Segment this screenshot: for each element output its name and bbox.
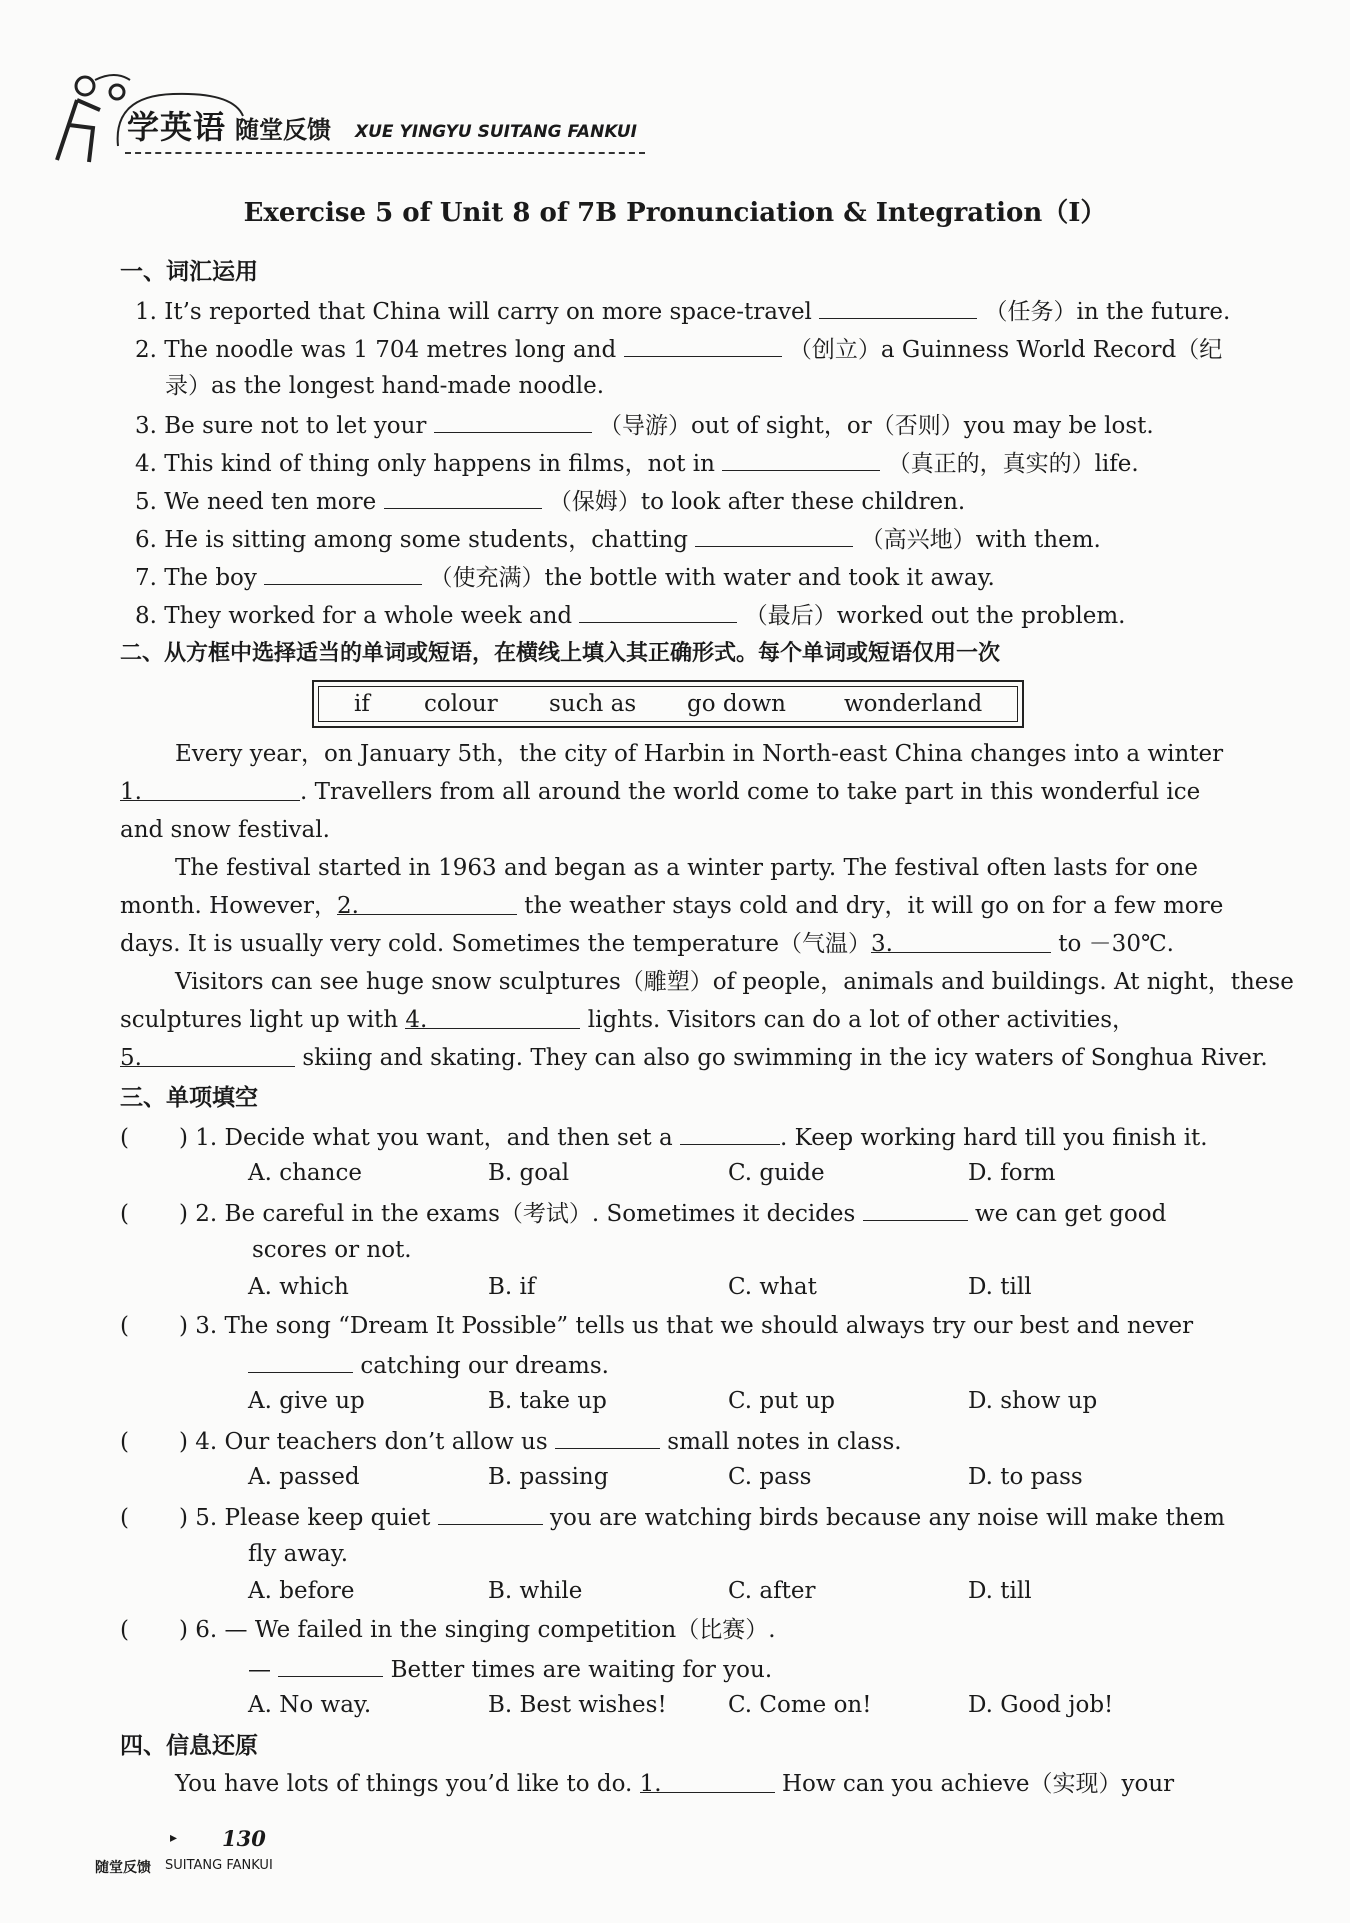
option-d[interactable]: D. till bbox=[968, 1274, 1032, 1300]
mc-question-4: ( ) 4. Our teachers don’t allow us small notes in class. bbox=[120, 1426, 902, 1456]
passage-blank-3[interactable]: 3. bbox=[871, 930, 1051, 953]
vocab-item-6: 6. He is sitting among some students，chatting （高兴地）with them. bbox=[135, 524, 1101, 554]
option-b[interactable]: B. take up bbox=[488, 1388, 607, 1414]
mc-question-1: ( ) 1. Decide what you want，and then set a . Keep working hard till you finish it. bbox=[120, 1122, 1208, 1152]
passage-blank-4[interactable]: 4. bbox=[405, 1006, 580, 1029]
answer-blank[interactable] bbox=[624, 334, 782, 357]
answer-paren[interactable]: ( bbox=[120, 1617, 129, 1643]
answer-blank[interactable] bbox=[819, 296, 977, 319]
word-bank-item: wonderland bbox=[844, 691, 983, 717]
passage-blank-1[interactable]: 1. bbox=[120, 778, 300, 801]
option-b[interactable]: B. goal bbox=[488, 1160, 570, 1186]
vocab-item-2: 2. The noodle was 1 704 metres long and （创立）a Guinness World Record（纪 bbox=[135, 334, 1222, 364]
option-c[interactable]: C. pass bbox=[728, 1464, 812, 1490]
word-bank-item: such as bbox=[549, 691, 637, 717]
vocab-item-4: 4. This kind of thing only happens in films，not in （真正的，真实的）life. bbox=[135, 448, 1139, 478]
mc-question-2-cont: scores or not. bbox=[252, 1237, 412, 1263]
section2-heading: 二、从方框中选择适当的单词或短语，在横线上填入其正确形式。每个单词或短语仅用一次 bbox=[120, 641, 1001, 666]
mc-question-6: ( ) 6. — We failed in the singing competition（比赛）. bbox=[120, 1617, 776, 1643]
vocab-item-7: 7. The boy （使充满）the bottle with water and took it away. bbox=[135, 562, 995, 592]
answer-paren[interactable]: ( bbox=[120, 1429, 129, 1455]
brand-title-cn: 学英语 bbox=[127, 108, 227, 146]
page-number: 130 bbox=[222, 1826, 266, 1851]
option-d[interactable]: D. till bbox=[968, 1578, 1032, 1604]
mc-blank bbox=[555, 1426, 660, 1449]
vocab-item-8: 8. They worked for a whole week and （最后）worked out the problem. bbox=[135, 600, 1125, 630]
mc-blank bbox=[680, 1122, 780, 1145]
answer-blank[interactable] bbox=[695, 524, 853, 547]
vocab-item-1: 1. It’s reported that China will carry on more space-travel （任务）in the future. bbox=[135, 296, 1230, 326]
passage-p1-line1: Every year，on January 5th，the city of Harbin in North-east China changes into a winter bbox=[175, 741, 1224, 767]
option-a[interactable]: A. passed bbox=[248, 1464, 360, 1490]
passage-p3-line2: sculptures light up with 4. lights. Visitors can do a lot of other activities， bbox=[120, 1007, 1135, 1033]
passage-p3-line1: Visitors can see huge snow sculptures（雕塑）of people，animals and buildings. At night，these bbox=[175, 969, 1294, 995]
vocab-item-2-cont: 录）as the longest hand-made noodle. bbox=[165, 373, 605, 399]
answer-paren[interactable]: ( bbox=[120, 1201, 129, 1227]
answer-paren[interactable]: ( bbox=[120, 1125, 129, 1151]
option-d[interactable]: D. Good job! bbox=[968, 1692, 1114, 1718]
vocab-item-5: 5. We need ten more （保姆）to look after these children. bbox=[135, 486, 965, 516]
answer-blank[interactable] bbox=[579, 600, 737, 623]
option-a[interactable]: A. before bbox=[248, 1578, 355, 1604]
option-d[interactable]: D. show up bbox=[968, 1388, 1098, 1414]
section3-heading: 三、单项填空 bbox=[120, 1085, 258, 1111]
passage-p2-line1: The festival started in 1963 and began as a winter party. The festival often lasts for one bbox=[175, 855, 1198, 881]
passage-p1-line3: and snow festival. bbox=[120, 817, 330, 843]
option-c[interactable]: C. Come on! bbox=[728, 1692, 872, 1718]
option-a[interactable]: A. which bbox=[248, 1274, 349, 1300]
page-title: Exercise 5 of Unit 8 of 7B Pronunciation & Integration（Ⅰ） bbox=[243, 198, 1107, 228]
mc-question-5-cont: fly away. bbox=[248, 1541, 349, 1567]
answer-blank[interactable] bbox=[434, 410, 592, 433]
mc-question-5: ( ) 5. Please keep quiet you are watching birds because any noise will make them bbox=[120, 1502, 1225, 1532]
brand-title-en: XUE YINGYU SUITANG FANKUI bbox=[355, 122, 638, 142]
mc-blank bbox=[863, 1198, 968, 1221]
passage-p3-line3: 5. skiing and skating. They can also go swimming in the icy waters of Songhua River. bbox=[120, 1045, 1268, 1071]
header-brand bbox=[55, 66, 655, 166]
option-a[interactable]: A. chance bbox=[248, 1160, 362, 1186]
word-bank-item: go down bbox=[687, 691, 786, 717]
option-b[interactable]: B. passing bbox=[488, 1464, 609, 1490]
vocab-item-3: 3. Be sure not to let your （导游）out of sight，or（否则）you may be lost. bbox=[135, 410, 1154, 440]
mc-question-3: ( ) 3. The song “Dream It Possible” tells us that we should always try our best and never bbox=[120, 1313, 1194, 1339]
section1-heading: 一、词汇运用 bbox=[120, 259, 258, 285]
footer-brand-cn: 随堂反馈 bbox=[95, 1860, 151, 1876]
answer-blank[interactable] bbox=[264, 562, 422, 585]
answer-paren[interactable]: ( bbox=[120, 1313, 129, 1339]
section4-heading: 四、信息还原 bbox=[120, 1733, 258, 1759]
passage-p1-line2: 1. . Travellers from all around the world come to take part in this wonderful ice bbox=[120, 779, 1201, 805]
mc-blank bbox=[438, 1502, 543, 1525]
option-c[interactable]: C. guide bbox=[728, 1160, 825, 1186]
footer-arrow-icon: ▸ bbox=[170, 1830, 178, 1846]
mc-blank bbox=[278, 1654, 383, 1677]
brand-subtitle-cn: 随堂反馈 bbox=[235, 116, 331, 144]
mc-question-3-cont: catching our dreams. bbox=[248, 1350, 609, 1380]
option-c[interactable]: C. after bbox=[728, 1578, 816, 1604]
answer-blank[interactable] bbox=[722, 448, 880, 471]
option-a[interactable]: A. No way. bbox=[248, 1692, 372, 1718]
option-d[interactable]: D. form bbox=[968, 1160, 1056, 1186]
answer-paren[interactable]: ( bbox=[120, 1505, 129, 1531]
mc-question-2: ( ) 2. Be careful in the exams（考试）. Sometimes it decides we can get good bbox=[120, 1198, 1166, 1228]
option-b[interactable]: B. Best wishes! bbox=[488, 1692, 667, 1718]
info-blank-1[interactable]: 1. bbox=[640, 1770, 775, 1793]
section4-line1: You have lots of things you’d like to do. 1. How can you achieve（实现）your bbox=[175, 1771, 1175, 1797]
header-divider bbox=[125, 152, 645, 154]
option-d[interactable]: D. to pass bbox=[968, 1464, 1083, 1490]
passage-blank-5[interactable]: 5. bbox=[120, 1044, 295, 1067]
mc-blank bbox=[248, 1350, 353, 1373]
answer-blank[interactable] bbox=[384, 486, 542, 509]
option-c[interactable]: C. put up bbox=[728, 1388, 836, 1414]
passage-blank-2[interactable]: 2. bbox=[337, 892, 517, 915]
word-bank-item: colour bbox=[424, 691, 498, 717]
option-a[interactable]: A. give up bbox=[248, 1388, 365, 1414]
word-bank-box bbox=[312, 680, 1024, 728]
option-b[interactable]: B. if bbox=[488, 1274, 536, 1300]
option-b[interactable]: B. while bbox=[488, 1578, 583, 1604]
footer-brand-en: SUITANG FANKUI bbox=[165, 1858, 273, 1873]
mc-question-6-cont: — Better times are waiting for you. bbox=[248, 1654, 772, 1684]
word-bank-item: if bbox=[354, 691, 370, 717]
option-c[interactable]: C. what bbox=[728, 1274, 817, 1300]
passage-p2-line3: days. It is usually very cold. Sometimes the temperature（气温）3. to －30℃. bbox=[120, 931, 1174, 957]
passage-p2-line2: month. However，2. the weather stays cold and dry，it will go on for a few more bbox=[120, 893, 1224, 919]
